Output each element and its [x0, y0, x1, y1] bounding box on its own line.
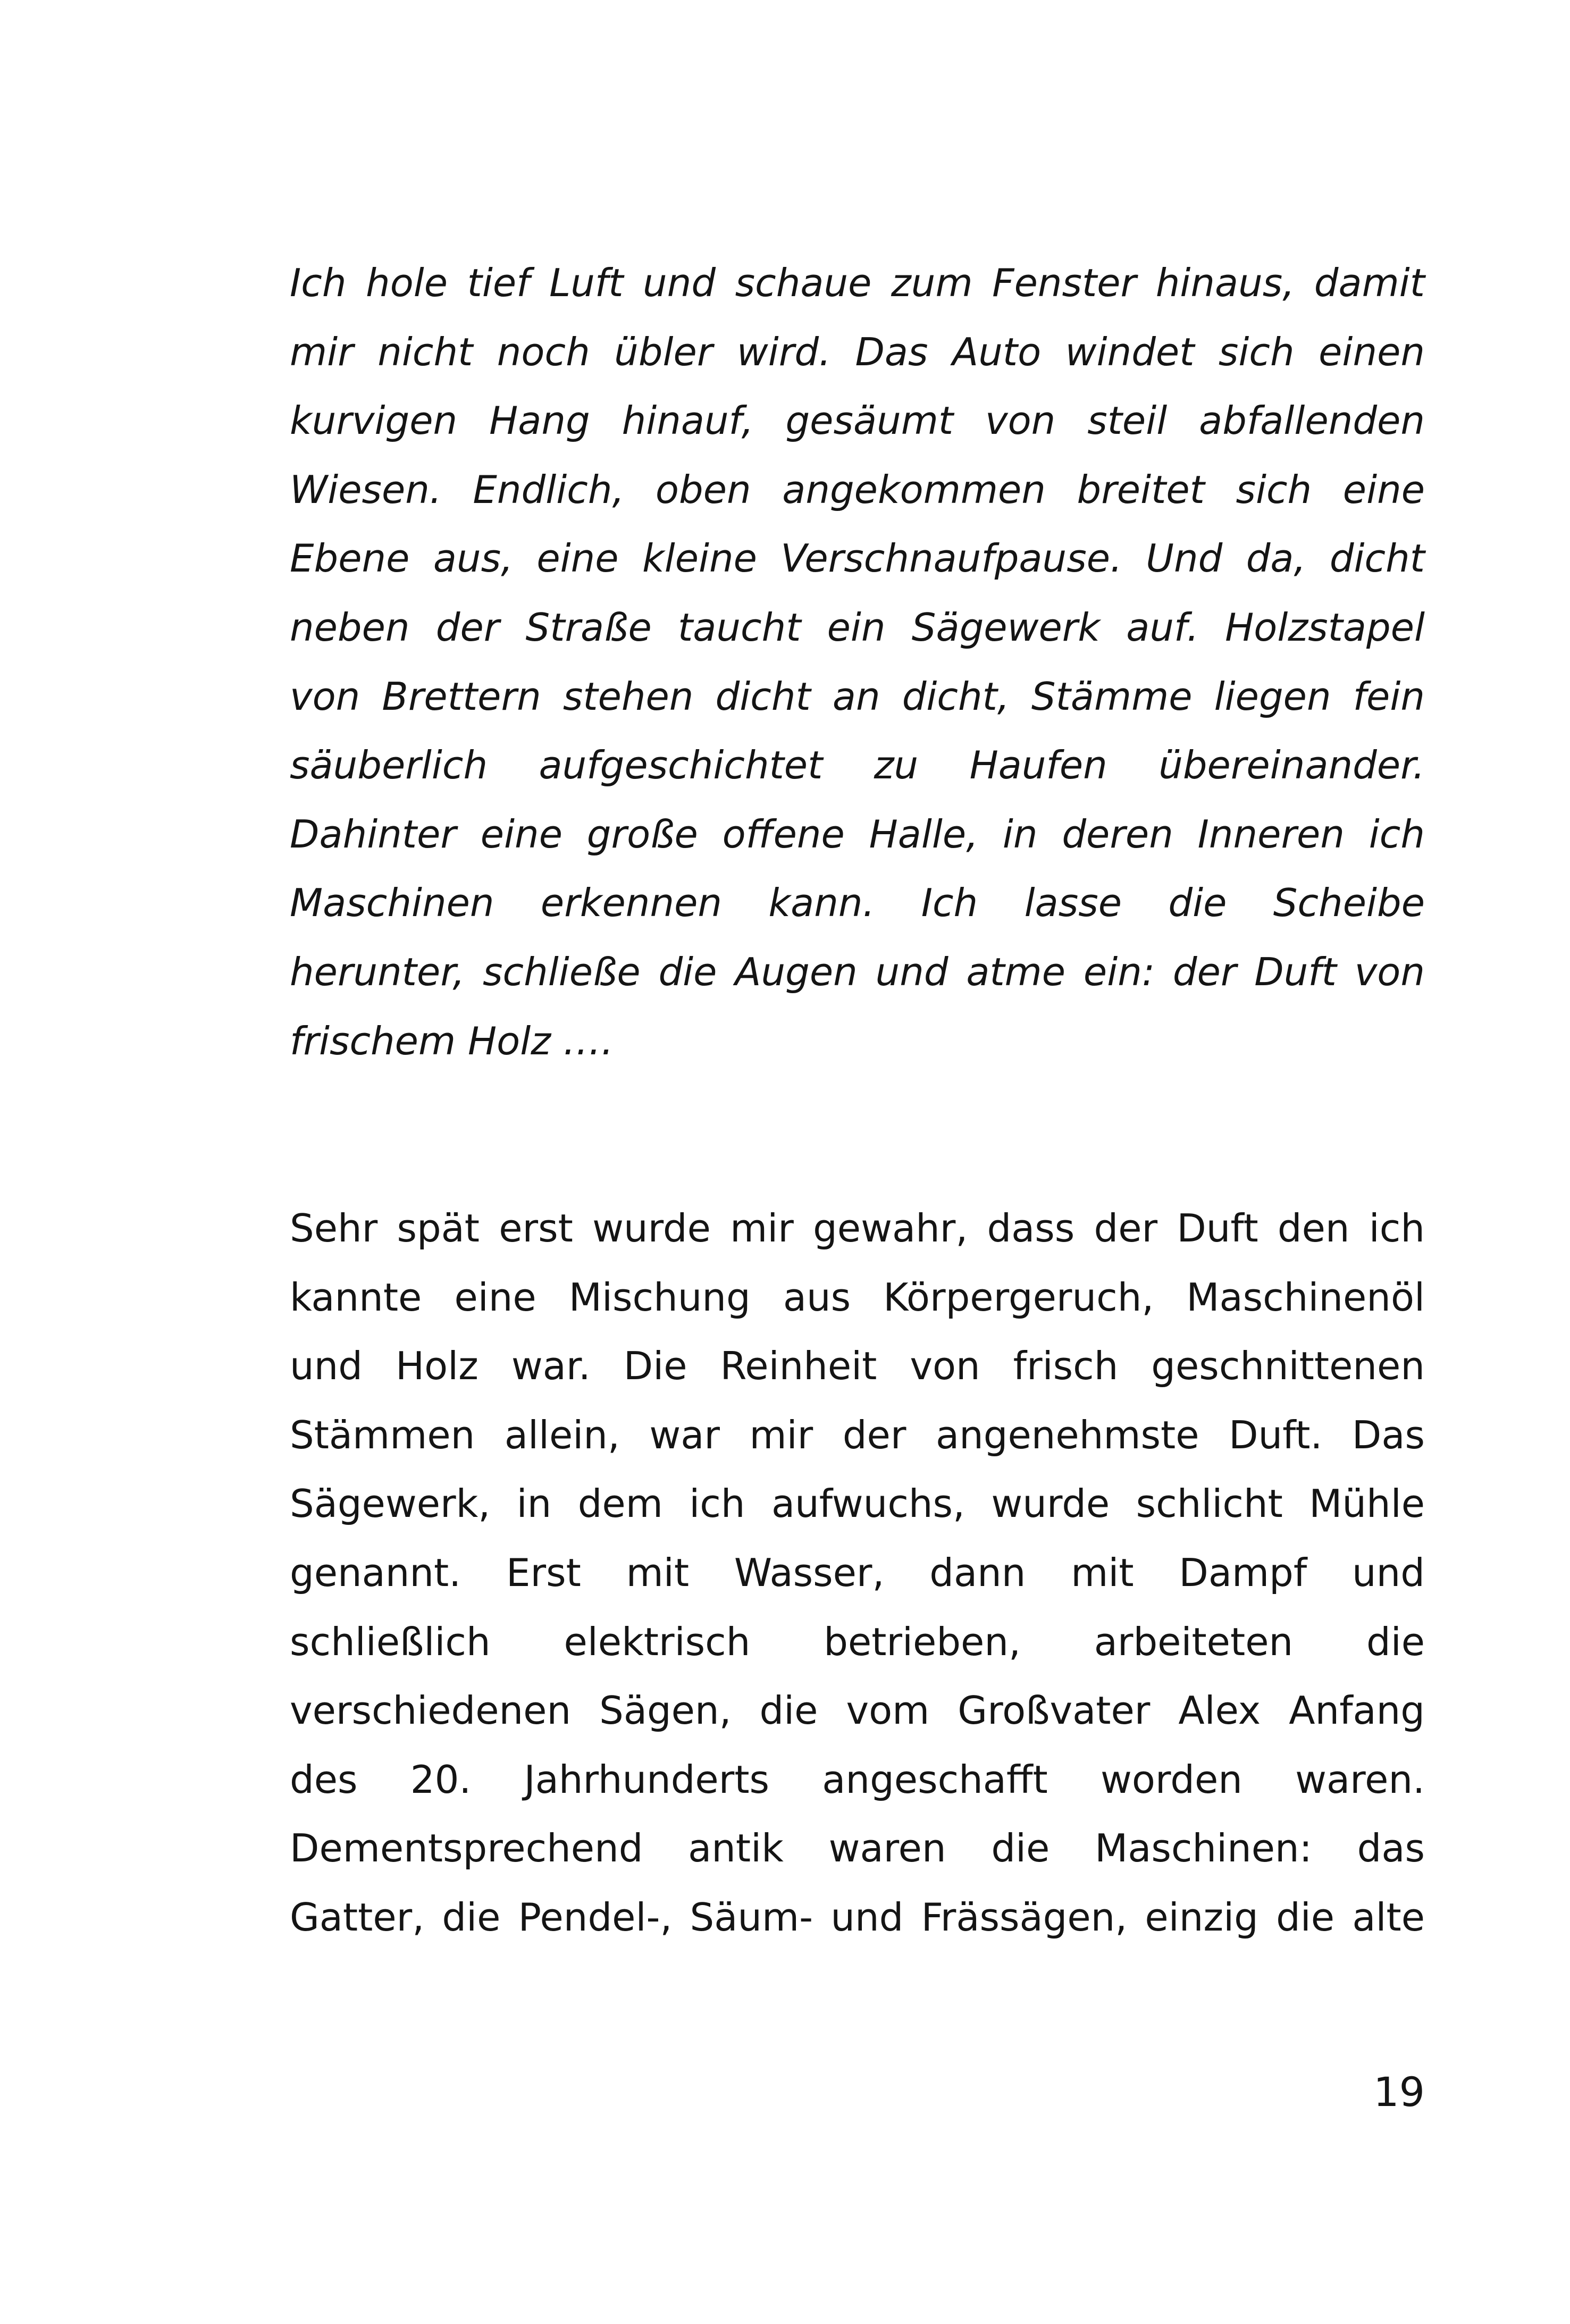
regular-paragraph — [290, 1194, 1425, 1952]
paragraph-line: Stämmen allein, war mir der angenehmste Duft. Das — [290, 1412, 1425, 1457]
paragraph-line: Dahinter eine große offene Halle, in deren Inneren ich — [290, 811, 1425, 857]
paragraph-line: säuberlich aufgeschichtet zu Haufen übereinander. — [290, 743, 1425, 788]
paragraph-line: Wiesen. Endlich, oben angekommen breitet sich eine — [290, 467, 1425, 512]
paragraph-line: Ich hole tief Luft und schaue zum Fenster hinaus, damit — [290, 261, 1425, 305]
paragraph-line: kurvigen Hang hinauf, gesäumt von steil abfallenden — [290, 398, 1425, 443]
paragraph-line: Ebene aus, eine kleine Verschnaufpause. Und da, dicht — [290, 536, 1425, 581]
paragraph-line: frischem Holz …. — [290, 1018, 614, 1063]
paragraph-line: schließlich elektrisch betrieben, arbeiteten die — [290, 1619, 1425, 1664]
page-number: 19 — [1373, 2068, 1425, 2116]
paragraph-line: Gatter, die Pendel-, Säum- und Frässägen, einzig die alte — [290, 1894, 1425, 1940]
paragraph-line: Sägewerk, in dem ich aufwuchs, wurde schlicht Mühle — [290, 1481, 1425, 1526]
paragraph-line: Dementsprechend antik waren die Maschinen: das — [290, 1826, 1425, 1871]
paragraph-line: Maschinen erkennen kann. Ich lasse die Scheibe — [290, 880, 1425, 926]
paragraph-line: herunter, schließe die Augen und atme ein: der Duft von — [290, 949, 1425, 994]
paragraph-line: mir nicht noch übler wird. Das Auto windet sich einen — [290, 329, 1425, 374]
paragraph-line: verschiedenen Sägen, die vom Großvater Alex Anfang — [290, 1688, 1425, 1733]
paragraph-line: und Holz war. Die Reinheit von frisch geschnittenen — [290, 1344, 1425, 1389]
paragraph-line: des 20. Jahrhunderts angeschafft worden waren. — [290, 1757, 1425, 1802]
paragraph-line: kannte eine Mischung aus Körpergeruch, Maschinenöl — [290, 1274, 1425, 1320]
paragraph-line: von Brettern stehen dicht an dicht, Stämme liegen fein — [290, 674, 1425, 719]
italic-paragraph — [290, 249, 1425, 1076]
paragraph-line: Sehr spät erst wurde mir gewahr, dass der Duft den ich — [290, 1206, 1425, 1251]
paragraph-line: genannt. Erst mit Wasser, dann mit Dampf und — [290, 1550, 1425, 1595]
paragraph-line: neben der Straße taucht ein Sägewerk auf. Holzstapel — [290, 605, 1425, 650]
